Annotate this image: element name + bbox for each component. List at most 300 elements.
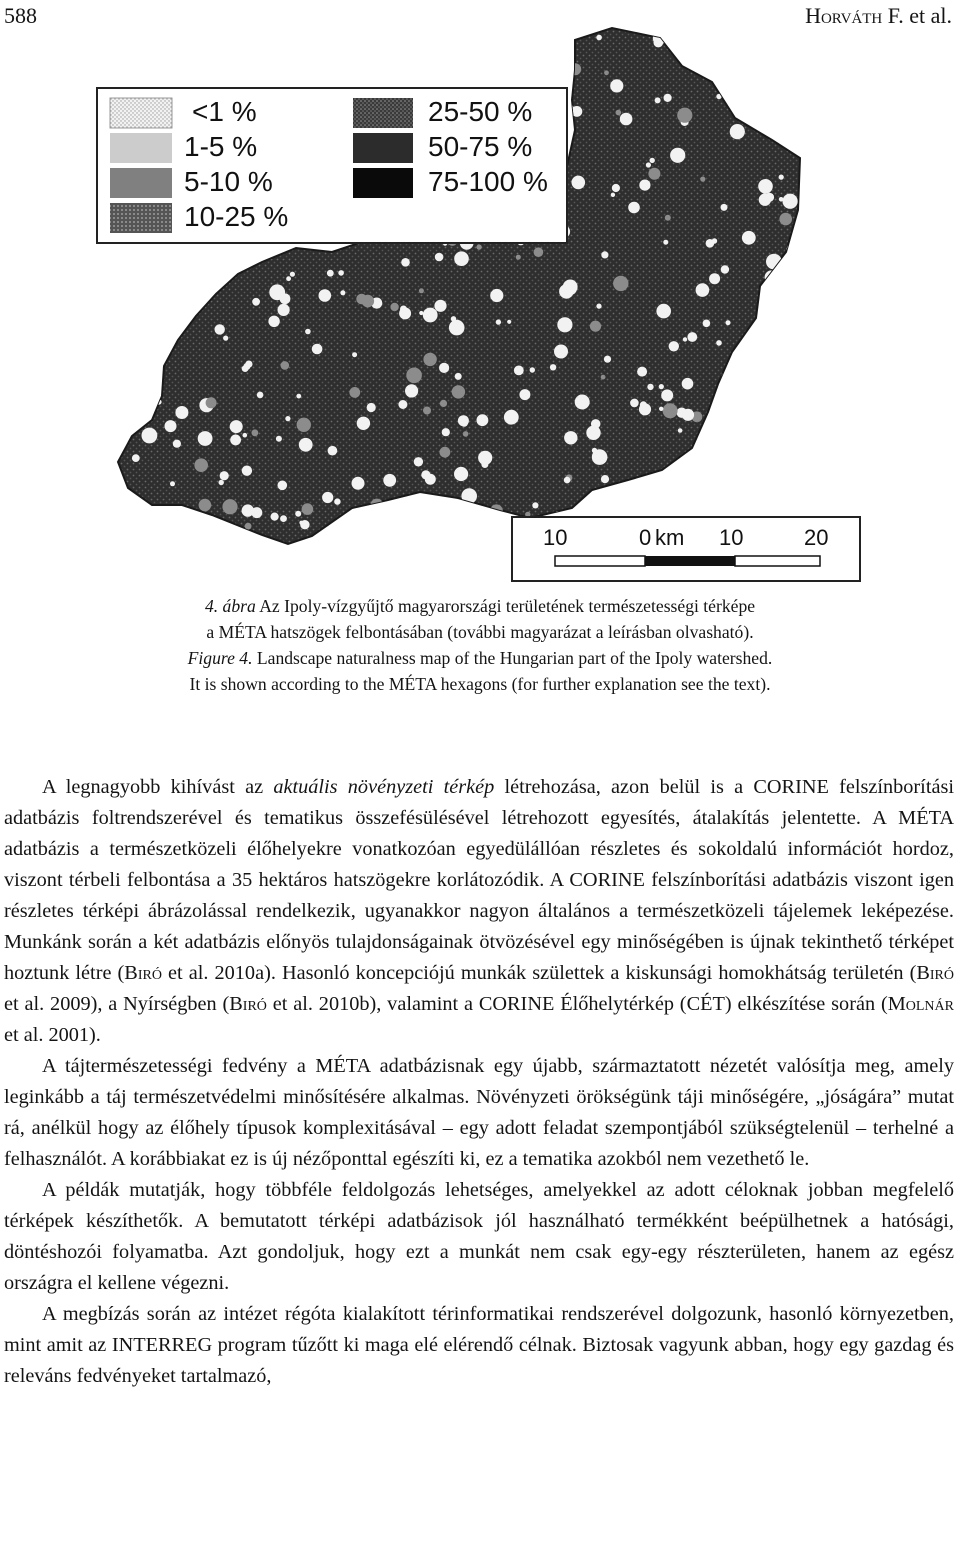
paragraph-1: A legnagyobb kihívást az aktuális növényzeti térkép létrehozása, azon belül is a CORINE felszínborítási adatbázis foltrendszerével és tematikus összefésülésével létrehozott egyesítés, átalakítás jelentette. A MÉTA adatbázis a természetközeli élőhelyekre vonatkozóan egyedülállóan részletes és sokoldalú információt hordoz, viszont térbeli felbontása a 35 hektáros hatszögekre korlátozódik. A CORINE felszínborítási adatbázis viszont igen részletes térképi ábrázolással rendelkezik, ugyanakkor nagyon általános a természetközeli tájelemek leképezése. Munkánk során a két adatbázis előnyös tulajdonságainak ötvözésével egy minőségében is újnak tekinthető térképet hoztunk létre (Biró et al. 2010a). Hasonló koncepciójú munkák születtek a kiskunsági homokhátság területén (Biró et al. 2009), a Nyírségben (Biró et al. 2010b), valamint a CORINE Élőhelytérkép (CÉT) elkészítése során (Molnár et al. 2001). — [4, 776, 954, 1046]
legend-swatch-75-100 — [353, 168, 413, 198]
map-light-patch — [438, 527, 453, 542]
map-light-patch — [743, 360, 756, 373]
map-light-patch — [165, 420, 177, 432]
map-light-patch — [758, 179, 773, 194]
map-light-patch — [170, 481, 175, 486]
legend-item-1-5 — [110, 131, 257, 163]
map-light-patch — [740, 41, 748, 49]
map-light-patch — [562, 64, 572, 74]
map-light-patch — [322, 492, 333, 503]
legend-swatch-50-75 — [353, 133, 413, 163]
map-light-patch — [721, 204, 728, 211]
map-light-patch — [617, 508, 621, 512]
map-light-patch — [117, 321, 130, 334]
map-light-patch — [357, 417, 370, 430]
map-light-patch — [278, 304, 290, 316]
map-light-patch — [452, 385, 465, 398]
naturalness-map-figure — [0, 0, 960, 592]
map-light-patch — [223, 336, 228, 341]
map-light-patch — [564, 477, 571, 484]
scale-segment-1 — [555, 556, 645, 566]
map-light-patch — [784, 407, 799, 422]
map-light-patch — [327, 270, 334, 277]
map-light-patch — [257, 392, 264, 399]
map-light-patch — [709, 273, 720, 284]
map-light-patch — [665, 215, 671, 221]
legend-item-50-75 — [353, 131, 532, 163]
map-light-patch — [440, 447, 451, 458]
map-light-patch — [682, 378, 694, 390]
legend-label-25-50: 25-50 % — [428, 96, 533, 127]
map-light-patch — [770, 340, 778, 348]
map-light-patch — [222, 499, 237, 514]
body-text — [4, 772, 954, 1392]
map-light-patch — [572, 28, 578, 34]
map-light-patch — [785, 266, 789, 270]
scale-bar — [512, 517, 860, 581]
map-light-patch — [682, 409, 694, 421]
scale-label-zero: 0 — [639, 525, 652, 550]
map-light-patch — [669, 341, 679, 351]
map-light-patch — [281, 361, 290, 370]
map-light-patch — [764, 417, 769, 422]
caption-line-3: Figure 4. Landscape naturalness map of the Hungarian part of the Ipoly watershed. — [187, 648, 773, 668]
map-light-patch — [670, 148, 685, 163]
map-light-patch — [661, 389, 673, 401]
map-light-patch — [419, 288, 424, 293]
map-light-patch — [131, 271, 145, 285]
legend-item-10-25 — [110, 201, 288, 233]
map-light-patch — [773, 105, 784, 116]
map-light-patch — [297, 418, 311, 432]
map-light-patch — [204, 30, 217, 43]
map-light-patch — [577, 506, 583, 512]
map-light-patch — [676, 492, 682, 498]
map-light-patch — [721, 265, 729, 273]
map-light-patch — [557, 317, 572, 332]
map-light-patch — [696, 283, 710, 297]
map-light-patch — [220, 471, 229, 480]
map-light-patch — [227, 25, 241, 39]
map-light-patch — [452, 53, 459, 60]
caption-label-en: Figure 4. — [187, 648, 253, 668]
map-light-patch — [677, 108, 692, 123]
map-light-patch — [219, 480, 224, 485]
map-light-patch — [280, 515, 287, 522]
map-light-patch — [730, 124, 745, 139]
map-light-patch — [423, 353, 436, 366]
map-light-patch — [717, 48, 729, 60]
legend-label-lt1: <1 % — [192, 96, 257, 127]
map-light-patch — [206, 397, 217, 408]
map-light-patch — [184, 296, 199, 311]
map-light-patch — [299, 438, 313, 452]
map-light-patch — [318, 542, 322, 546]
map-light-patch — [554, 345, 568, 359]
map-light-patch — [268, 316, 279, 327]
map-light-patch — [789, 39, 803, 53]
map-light-patch — [481, 461, 488, 468]
map-light-patch — [639, 180, 650, 191]
figure-caption — [0, 593, 960, 697]
map-light-patch — [748, 60, 752, 64]
map-light-patch — [659, 384, 664, 389]
map-light-patch — [138, 301, 149, 312]
legend-swatch-25-50 — [353, 98, 413, 128]
paragraph-2: A tájtermészetességi fedvény a MÉTA adatbázisnak egy újabb, származtatott nézetét valósítja meg, amely leginkább a táj természetvédelmi minősítésére alkalmas. Növényzeti örökségünk táji minőségére, „jóságára” mutat rá, anélkül hogy az élőhely típusok komplexitásával – egy adott feladat szempontjából szükségtelenül – terhelné a felhasználót. A korábbiakat ez is új nézőponttal egészíti ki, ez a tematika azokból nem vezethető le. — [4, 1055, 954, 1170]
map-light-patch — [367, 403, 376, 412]
map-light-patch — [663, 403, 678, 418]
map-light-patch — [751, 27, 760, 36]
map-light-patch — [596, 304, 601, 309]
map-light-patch — [440, 400, 447, 407]
map-light-patch — [400, 306, 407, 313]
map-light-patch — [590, 321, 601, 332]
map-light-patch — [539, 79, 544, 84]
map-light-patch — [565, 283, 576, 294]
scale-label-left-10: 10 — [543, 525, 568, 550]
map-light-patch — [424, 521, 439, 536]
map-light-patch — [696, 44, 700, 48]
map-light-patch — [646, 162, 651, 167]
map-light-patch — [628, 202, 640, 214]
map-light-patch — [557, 71, 567, 81]
map-light-patch — [762, 27, 770, 35]
map-light-patch — [742, 231, 756, 245]
scale-label-20: 20 — [804, 525, 829, 550]
map-light-patch — [244, 363, 251, 370]
map-light-patch — [242, 504, 254, 516]
map-light-patch — [540, 70, 549, 79]
citation-molnar: Molnár — [887, 993, 954, 1015]
map-light-patch — [744, 467, 757, 480]
map-light-patch — [596, 35, 602, 41]
map-light-patch — [423, 407, 431, 415]
map-light-patch — [194, 251, 209, 266]
caption-line-2: a MÉTA hatszögek felbontásában (további magyarázat a leírásban olvasható). — [206, 622, 754, 642]
map-light-patch — [712, 238, 717, 243]
map-light-patch — [784, 360, 795, 371]
map-light-patch — [721, 42, 728, 49]
map-light-patch — [780, 119, 785, 124]
map-light-patch — [795, 139, 804, 148]
map-light-patch — [115, 276, 125, 286]
map-light-patch — [463, 431, 469, 437]
map-light-patch — [243, 433, 248, 438]
emphasis-aktualis: aktuális növényzeti térkép — [273, 776, 495, 798]
map-light-patch — [779, 213, 792, 226]
map-light-patch — [496, 319, 501, 324]
map-light-patch — [604, 70, 609, 75]
map-light-patch — [567, 27, 577, 37]
map-light-patch — [423, 308, 438, 323]
map-light-patch — [370, 499, 383, 512]
map-light-patch — [454, 251, 469, 266]
map-light-patch — [342, 42, 347, 47]
map-light-patch — [759, 194, 771, 206]
map-light-patch — [285, 416, 290, 421]
map-light-patch — [486, 40, 492, 46]
map-light-patch — [678, 428, 683, 433]
map-light-patch — [477, 414, 489, 426]
map-light-patch — [252, 429, 259, 436]
map-light-patch — [199, 499, 212, 512]
map-light-patch — [734, 440, 739, 445]
map-light-patch — [218, 43, 228, 53]
map-light-patch — [419, 311, 423, 315]
map-light-patch — [435, 253, 444, 262]
map-light-patch — [334, 498, 340, 504]
map-light-patch — [286, 276, 291, 281]
map-light-patch — [449, 320, 465, 336]
scale-label-right-10: 10 — [719, 525, 744, 550]
legend-label-50-75: 50-75 % — [428, 131, 533, 162]
map-light-patch — [616, 110, 622, 116]
map-light-patch — [789, 507, 799, 517]
map-light-patch — [409, 501, 415, 507]
map-light-patch — [783, 30, 788, 35]
map-light-patch — [655, 97, 661, 103]
map-light-patch — [230, 435, 241, 446]
map-light-patch — [198, 431, 213, 446]
map-light-patch — [637, 367, 647, 377]
map-light-patch — [620, 113, 633, 126]
map-light-patch — [592, 448, 597, 453]
map-light-patch — [705, 479, 718, 492]
map-light-patch — [647, 384, 653, 390]
citation-biro-2: Biró — [916, 962, 954, 984]
map-light-patch — [291, 79, 296, 84]
map-light-patch — [125, 41, 134, 50]
map-light-patch — [360, 519, 368, 527]
map-light-patch — [779, 175, 784, 180]
map-light-patch — [485, 534, 497, 546]
legend-swatch-1-5 — [110, 133, 172, 163]
map-light-patch — [373, 72, 383, 82]
map-light-patch — [601, 475, 609, 483]
map-light-patch — [290, 272, 295, 277]
map-light-patch — [601, 251, 608, 258]
map-light-patch — [312, 344, 323, 355]
map-light-patch — [383, 474, 396, 487]
map-light-patch — [774, 66, 788, 80]
map-light-patch — [305, 329, 311, 335]
author-smallcaps: orváth — [820, 3, 883, 28]
author-initial: H — [805, 3, 821, 28]
map-light-patch — [399, 30, 410, 41]
map-light-patch — [519, 389, 530, 400]
map-light-patch — [158, 337, 172, 351]
map-light-patch — [611, 193, 615, 197]
map-light-patch — [640, 401, 647, 408]
map-light-patch — [398, 400, 407, 409]
legend-swatch-5-10 — [110, 168, 172, 198]
map-light-patch — [783, 293, 791, 301]
map-light-patch — [442, 428, 450, 436]
scale-label-km: km — [655, 525, 685, 550]
caption-line-4: It is shown according to the MÉTA hexagons (for further explanation see the text). — [189, 674, 771, 694]
paragraph-3: A példák mutatják, hogy többféle feldolgozás lehetséges, amelyekkel az adott céloknak jobban megfelelő térképek készíthetők. A bemutatott térképi adatbázisok jól használható termékként beépülhetnek a hatósági, döntéshozói folyamatba. Azt gondoljuk, hogy ezt a munkát nem csak egy-egy részterületen, hanem az egész országra el kellene végezni. — [4, 1179, 954, 1294]
map-light-patch — [232, 48, 247, 63]
map-light-patch — [319, 289, 332, 302]
map-light-patch — [783, 194, 798, 209]
map-light-patch — [613, 276, 628, 291]
citation-biro-1: Biró — [124, 962, 162, 984]
map-light-patch — [779, 197, 784, 202]
map-light-patch — [406, 368, 422, 384]
map-light-patch — [405, 384, 418, 397]
map-light-patch — [338, 270, 344, 276]
map-light-patch — [487, 70, 499, 82]
map-light-patch — [304, 47, 317, 60]
map-light-patch — [516, 255, 521, 260]
map-light-patch — [142, 428, 158, 444]
map-light-patch — [188, 281, 197, 290]
map-light-patch — [455, 373, 462, 380]
legend-item-5-10 — [110, 166, 273, 198]
legend-label-75-100: 75-100 % — [428, 166, 548, 197]
map-light-patch — [352, 477, 365, 490]
map-light-patch — [490, 289, 503, 302]
map-light-patch — [683, 337, 687, 341]
map-light-patch — [769, 387, 775, 393]
map-light-patch — [564, 431, 577, 444]
map-light-patch — [507, 320, 511, 324]
map-light-patch — [454, 467, 468, 481]
map-light-patch — [687, 332, 697, 342]
map-light-patch — [650, 158, 655, 163]
map-light-patch — [352, 352, 357, 357]
map-light-patch — [777, 468, 781, 472]
map-light-patch — [493, 39, 501, 47]
map-light-patch — [215, 324, 225, 334]
map-light-patch — [132, 454, 140, 462]
map-light-patch — [184, 257, 197, 270]
author-suffix: F. et al. — [882, 3, 952, 28]
map-light-patch — [572, 176, 586, 190]
map-legend — [97, 88, 567, 243]
map-light-patch — [773, 343, 783, 353]
map-light-patch — [390, 303, 398, 311]
map-light-patch — [438, 65, 453, 80]
caption-line-1: 4. ábra Az Ipoly-vízgyűjtő magyarországi területének természetességi térképe — [204, 596, 756, 616]
map-light-patch — [302, 503, 314, 515]
legend-item-75-100 — [353, 166, 548, 198]
map-light-patch — [445, 79, 455, 89]
map-light-patch — [659, 407, 663, 411]
map-light-patch — [630, 399, 639, 408]
map-light-patch — [421, 470, 430, 479]
map-light-patch — [414, 457, 423, 466]
map-light-patch — [726, 320, 731, 325]
map-light-patch — [427, 502, 439, 514]
map-light-patch — [175, 406, 188, 419]
map-light-patch — [410, 62, 415, 67]
map-light-patch — [530, 367, 535, 372]
map-light-patch — [702, 443, 707, 448]
map-light-patch — [586, 426, 600, 440]
caption-label-hu: 4. ábra — [204, 596, 256, 616]
map-light-patch — [477, 513, 482, 518]
map-light-patch — [252, 298, 260, 306]
map-light-patch — [770, 79, 780, 89]
map-light-patch — [362, 295, 375, 308]
map-light-patch — [656, 304, 671, 319]
map-light-patch — [514, 366, 524, 376]
map-light-patch — [271, 513, 279, 521]
page-number: 588 — [4, 3, 37, 28]
map-light-patch — [716, 340, 722, 346]
map-light-patch — [769, 434, 784, 449]
map-light-patch — [550, 364, 556, 370]
map-light-patch — [612, 184, 620, 192]
map-light-patch — [460, 419, 468, 427]
legend-label-1-5: 1-5 % — [184, 131, 258, 162]
map-light-patch — [601, 375, 606, 380]
map-light-patch — [534, 247, 544, 257]
map-light-patch — [735, 415, 741, 421]
map-light-patch — [759, 485, 770, 496]
map-light-patch — [296, 394, 301, 399]
map-light-patch — [745, 50, 756, 61]
map-light-patch — [134, 314, 146, 326]
map-light-patch — [412, 61, 428, 77]
map-light-patch — [770, 293, 774, 297]
map-light-patch — [173, 440, 181, 448]
map-light-patch — [232, 47, 237, 52]
map-light-patch — [230, 250, 237, 257]
map-light-patch — [775, 487, 782, 494]
map-light-patch — [231, 533, 240, 542]
map-light-patch — [117, 528, 128, 539]
map-light-patch — [709, 450, 718, 459]
legend-swatch-lt1 — [110, 98, 172, 128]
map-light-patch — [563, 32, 567, 36]
map-light-patch — [230, 420, 243, 433]
map-light-patch — [532, 502, 538, 508]
map-light-patch — [445, 32, 451, 38]
map-light-patch — [610, 79, 623, 92]
map-light-patch — [504, 410, 519, 425]
map-light-patch — [513, 43, 523, 53]
map-light-patch — [692, 481, 706, 495]
legend-label-5-10: 5-10 % — [184, 166, 273, 197]
map-light-patch — [178, 518, 192, 532]
map-light-patch — [269, 284, 285, 300]
map-light-patch — [569, 63, 581, 75]
paragraph-4: A megbízás során az intézet régóta kialakított térinformatikai rendszerével dolgozunk, hasonló környezetben, mint amit az INTERREG program tűzőtt ki maga elé elérendő célnak. Biztosak vagyunk abban, hogy egy gazdag és releváns fedvényeket tartalmazó, — [4, 1303, 954, 1387]
map-light-patch — [703, 320, 711, 328]
scale-segment-3 — [735, 556, 820, 566]
map-light-patch — [434, 300, 446, 312]
map-light-patch — [175, 61, 189, 75]
map-light-patch — [663, 240, 668, 245]
map-light-patch — [242, 466, 252, 476]
legend-label-10-25: 10-25 % — [184, 201, 289, 232]
map-light-patch — [739, 342, 752, 355]
map-light-patch — [604, 356, 611, 363]
citation-biro-3: Biró — [229, 993, 267, 1015]
map-light-patch — [194, 458, 208, 472]
map-light-patch — [300, 520, 309, 529]
legend-swatch-10-25 — [110, 203, 172, 233]
map-light-patch — [575, 395, 590, 410]
map-light-patch — [730, 385, 743, 398]
map-light-patch — [700, 177, 705, 182]
map-light-patch — [161, 56, 169, 64]
map-light-patch — [476, 244, 481, 249]
legend-item-25-50 — [353, 96, 532, 128]
